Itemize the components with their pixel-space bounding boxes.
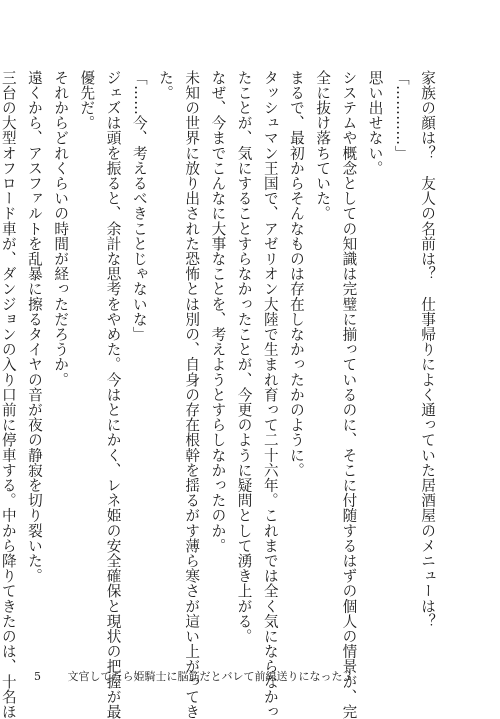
text-line: 家族の顔は？ 友人の名前は？ 仕事帰りによく通っていた居酒屋のメニューは？ [419, 70, 436, 629]
text-line: 遠くから、アスファルトを乱暴に擦るタイヤの音が夜の静寂を切り裂いた。 [25, 70, 43, 584]
text-line: 「…………」 [392, 70, 410, 161]
text-line: 三台の大型オフロード車が、ダンジョンの入り口前に停車する。中から降りてきたのは、十名ほ [0, 70, 17, 719]
text-line: ジェズは頭を振ると、余計な思考をやめた。今はとにかく、レネ姫の安全確保と現状の把握が最 [104, 70, 122, 719]
text-line: 思い出せない。 [366, 70, 384, 176]
text-line: なぜ、今までこんなに大事なことを、考えようとすらしなかったのか。 [209, 70, 227, 554]
text-line: たことが、気にすることすらなかったことが、今更のように疑問として湧き上がる。 [235, 70, 253, 644]
page-number: 5 [34, 670, 41, 683]
text-line: 「……今、考えるべきことじゃないな」 [130, 70, 148, 342]
text-line: た。 [156, 70, 174, 101]
text-line: システムや概念としての知識は完璧に揃っているのに、そこに付随するはずの個人の情景が、完 [340, 70, 358, 719]
book-title: 文官してたら姫騎士に脳筋だとバレて前線送りになった３ [67, 670, 354, 683]
text-line: 全に抜け落ちていた。 [314, 70, 332, 221]
text-line: それからどれくらいの時間が経っただろうか。 [52, 70, 70, 388]
text-line: 優先だ。 [78, 70, 96, 131]
text-line: 未知の世界に放り出された恐怖とは別の、自身の存在根幹を揺るがす薄ら寒さが這い上がってき [183, 70, 201, 719]
text-line: まるで、最初からそんなものは存在しなかったかのように。 [287, 70, 305, 478]
text-line: タッシュマン王国で、アゼリオン大陸で生まれ育って二十六年。これまでは全く気にならなかっ [261, 70, 279, 719]
page-footer [34, 668, 354, 684]
